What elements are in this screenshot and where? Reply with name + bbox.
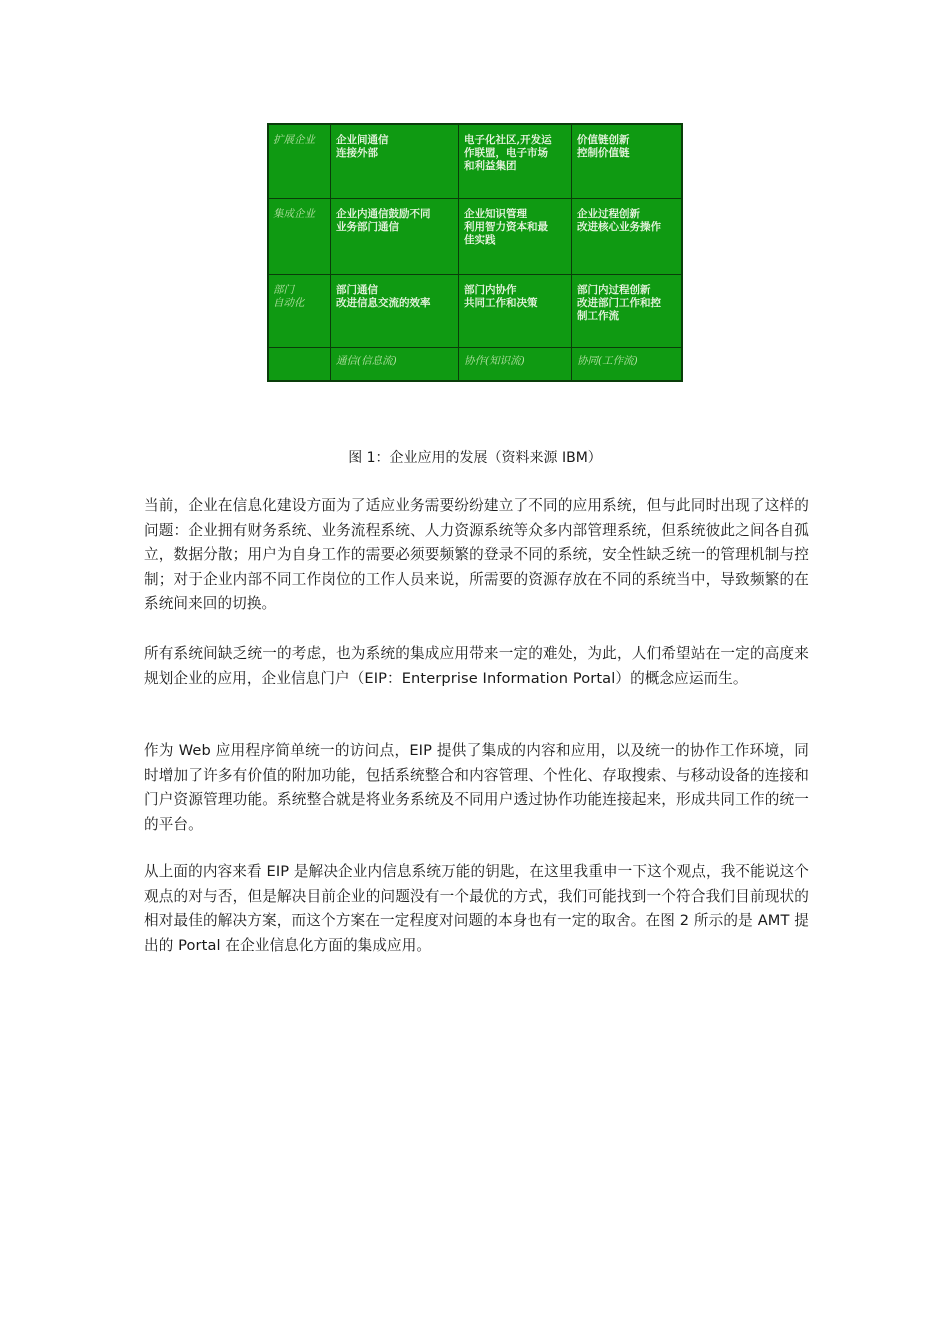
row-label-extended-enterprise: 扩展企业 <box>269 125 331 199</box>
body-paragraph: 所有系统间缺乏统一的考虑，也为系统的集成应用带来一定的难处，为此，人们希望站在一定的高度来规划企业的应用，企业信息门户（EIP：Enterprise Information Portal）的概念应运而生。 <box>144 645 809 687</box>
figure-cell: 企业知识管理 利用智力资本和最 佳实践 <box>459 199 572 275</box>
body-paragraph: 当前，企业在信息化建设方面为了适应业务需要纷纷建立了不同的应用系统，但与此同时出现了这样的问题：企业拥有财务系统、业务流程系统、人力资源系统等众多内部管理系统，但系统彼此之间各自孤立，数据分散；用户为自身工作的需要必须要频繁的登录不同的系统，安全性缺乏统一的管理机制与控制；对于企业内部不同工作岗位的工作人员来说，所需要的资源存放在不同的系统当中，导致频繁的在系统间来回的切换。 <box>144 497 809 613</box>
column-label-collaboration: 协作(知识流) <box>459 348 572 380</box>
body-paragraph: 从上面的内容来看 EIP 是解决企业内信息系统万能的钥匙，在这里我重申一下这个观点，我不能说这个观点的对与否，但是解决目前企业的问题没有一个最优的方式，我们可能找到一个符合我们目前现状的相对最佳的解决方案，而这个方案在一定程度对问题的本身也有一定的取舍。在图 2 所示的是 AMT 提出的 Portal 在企业信息化方面的集成应用。 <box>144 863 809 954</box>
column-label-coordination: 协同(工作流) <box>577 355 638 367</box>
body-paragraph: 作为 Web 应用程序简单统一的访问点，EIP 提供了集成的内容和应用，以及统一的协作工作环境，同时增加了许多有价值的附加功能，包括系统整合和内容管理、个性化、存取搜索、与移动设备的连接和门户资源管理功能。系统整合就是将业务系统及不同用户透过协作功能连接起来，形成共同工作的统一的平台。 <box>144 742 809 833</box>
figure-cell: 企业过程创新 改进核心业务操作 <box>572 199 681 275</box>
figure-corner-cell <box>269 348 331 380</box>
figure-cell: 企业间通信 连接外部 <box>331 125 459 199</box>
column-label-communication: 通信(信息流) <box>331 348 459 380</box>
figure-cell: 部门通信 改进信息交流的效率 <box>331 275 459 348</box>
row-label-integrated-enterprise: 集成企业 <box>269 199 331 275</box>
row-label-department-automation: 部门 自动化 <box>269 275 331 348</box>
figure-cell: 电子化社区,开发运 作联盟，电子市场 和利益集团 <box>459 125 572 199</box>
figure-caption: 图 1：企业应用的发展（资料来源 IBM） <box>348 450 602 466</box>
figure-cell: 价值链创新 控制价值链 <box>572 125 681 199</box>
enterprise-application-figure <box>267 123 683 382</box>
figure-cell: 部门内协作 共同工作和决策 <box>459 275 572 348</box>
figure-cell: 部门内过程创新 改进部门工作和控 制工作流 <box>572 275 681 348</box>
figure-cell: 企业内通信鼓励不同 业务部门通信 <box>331 199 459 275</box>
